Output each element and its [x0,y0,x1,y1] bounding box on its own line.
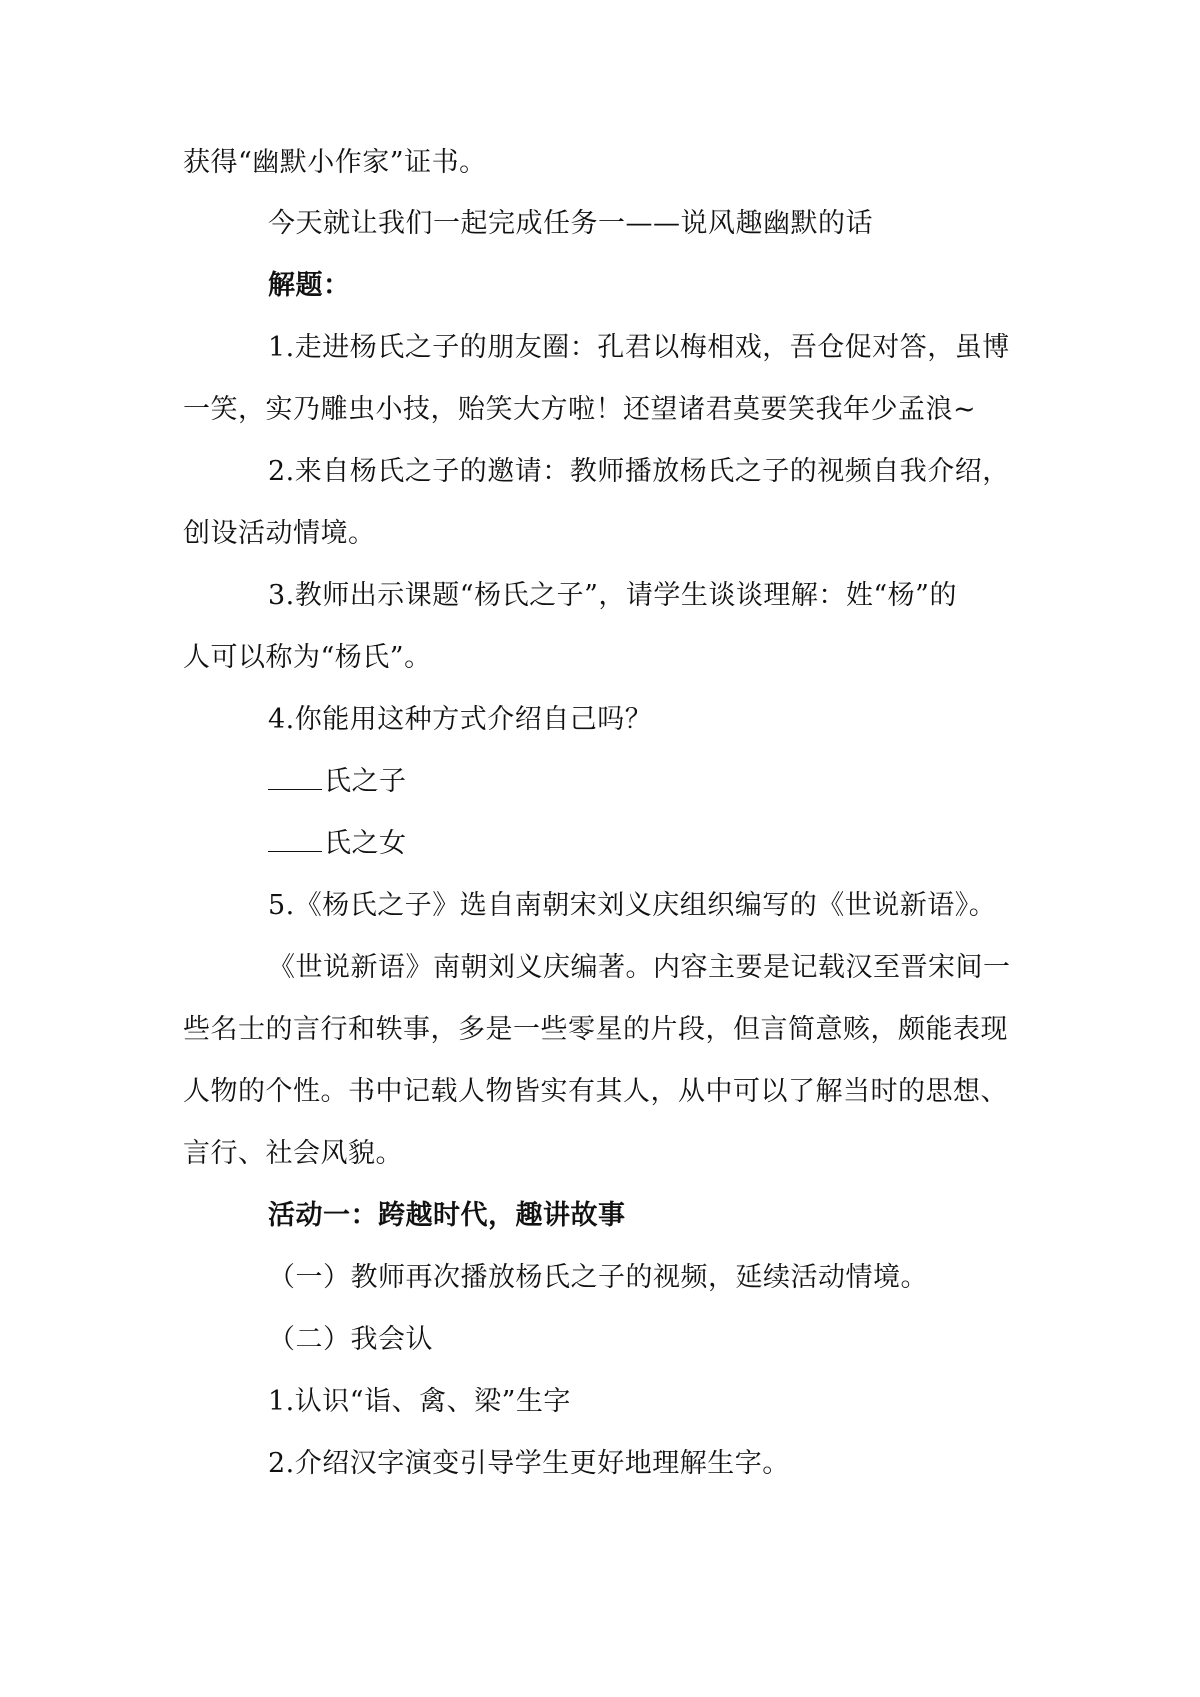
text-line-item3-b: 人可以称为“杨氏”。 [183,642,432,673]
fill-blank-daughter-label: 氏之女 [324,828,407,859]
text-line-evolution: 2.介绍汉字演变引导学生更好地理解生字。 [268,1448,790,1479]
text-line-shishuo-b: 些名士的言行和轶事，多是一些零星的片段，但言简意赅，颇能表现 [183,1014,1008,1045]
text-line-sub1: （一）教师再次播放杨氏之子的视频，延续活动情境。 [268,1262,928,1293]
text-line-item3-a: 3.教师出示课题“杨氏之子”，请学生谈谈理解：姓“杨”的 [268,580,957,611]
fill-blank-son-label: 氏之子 [324,766,407,797]
text-line-recognize: 1.认识“诣、禽、梁”生字 [268,1386,571,1417]
text-line-shishuo-c: 人物的个性。书中记载人物皆实有其人，从中可以了解当时的思想、 [183,1076,1008,1107]
fill-blank-son [268,762,407,802]
text-line-item2-b: 创设活动情境。 [183,518,376,549]
text-line-shishuo-a: 《世说新语》南朝刘义庆编著。内容主要是记载汉至晋宋间一 [268,952,1011,983]
fill-blank-daughter [268,824,407,864]
text-line-item1-b: 一笑，实乃雕虫小技，贻笑大方啦！还望诸君莫要笑我年少孟浪~ [183,394,977,425]
text-line-item1-a: 1.走进杨氏之子的朋友圈：孔君以梅相戏，吾仓促对答，虽博 [268,332,1010,363]
text-line-task-intro: 今天就让我们一起完成任务一——说风趣幽默的话 [268,208,873,239]
text-line-item5: 5.《杨氏之子》选自南朝宋刘义庆组织编写的《世说新语》。 [268,890,997,921]
text-line-sub2: （二）我会认 [268,1324,433,1355]
blank-underline [268,763,322,790]
text-line-item2-a: 2.来自杨氏之子的邀请：教师播放杨氏之子的视频自我介绍， [268,456,1010,487]
text-line-item4: 4.你能用这种方式介绍自己吗？ [268,704,653,735]
text-line-certificate: 获得“幽默小作家”证书。 [183,147,487,178]
text-line-shishuo-d: 言行、社会风貌。 [183,1138,403,1169]
blank-underline [268,825,322,852]
section-heading-activity-one: 活动一：跨越时代，趣讲故事 [268,1200,626,1231]
section-heading-jieti: 解题： [268,270,351,301]
